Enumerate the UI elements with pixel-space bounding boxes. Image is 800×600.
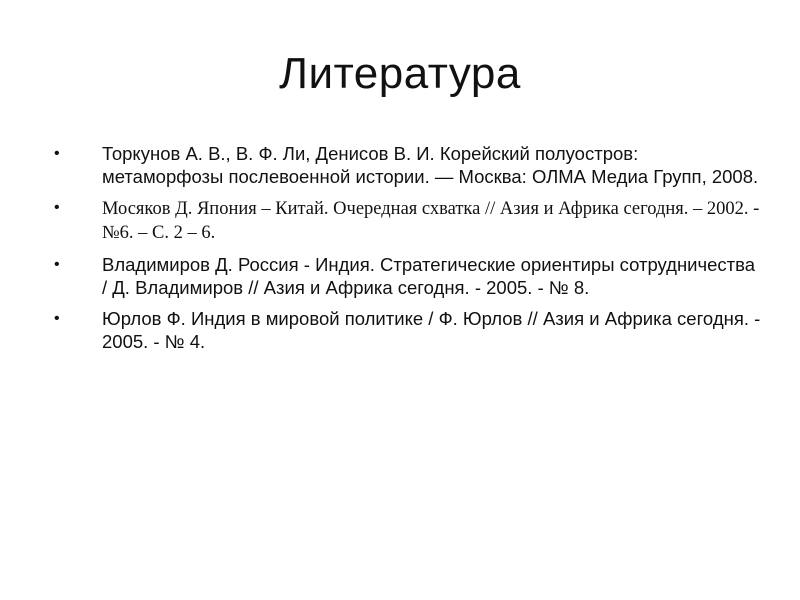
bullet-icon: • <box>54 199 60 216</box>
reference-list <box>54 143 764 362</box>
slide-title: Литература <box>279 49 521 98</box>
reference-item <box>54 308 764 353</box>
reference-text: Мосяков Д. Япония – Китай. Очередная схватка // Азия и Африка сегодня. – 2002. - №6. – С. 2 – 6. <box>102 199 760 243</box>
reference-item <box>54 143 764 188</box>
bullet-icon: • <box>54 145 60 162</box>
bullet-icon: • <box>54 310 60 327</box>
reference-text: Юрлов Ф. Индия в мировой политике / Ф. Юрлов // Азия и Африка сегодня. - 2005. - № 4. <box>102 308 761 352</box>
reference-item <box>54 197 764 245</box>
reference-text: Владимиров Д. Россия - Индия. Стратегические ориентиры сотрудничества / Д. Владимиров // Азия и Африка сегодня. - 2005. - № 8. <box>102 254 756 298</box>
reference-item <box>54 254 764 299</box>
bullet-icon: • <box>54 256 60 273</box>
reference-text: Торкунов А. В., В. Ф. Ли, Денисов В. И. Корейский полуостров: метаморфозы послевоенной истории. — Москва: ОЛМА Медиа Групп, 2008. <box>102 143 759 187</box>
